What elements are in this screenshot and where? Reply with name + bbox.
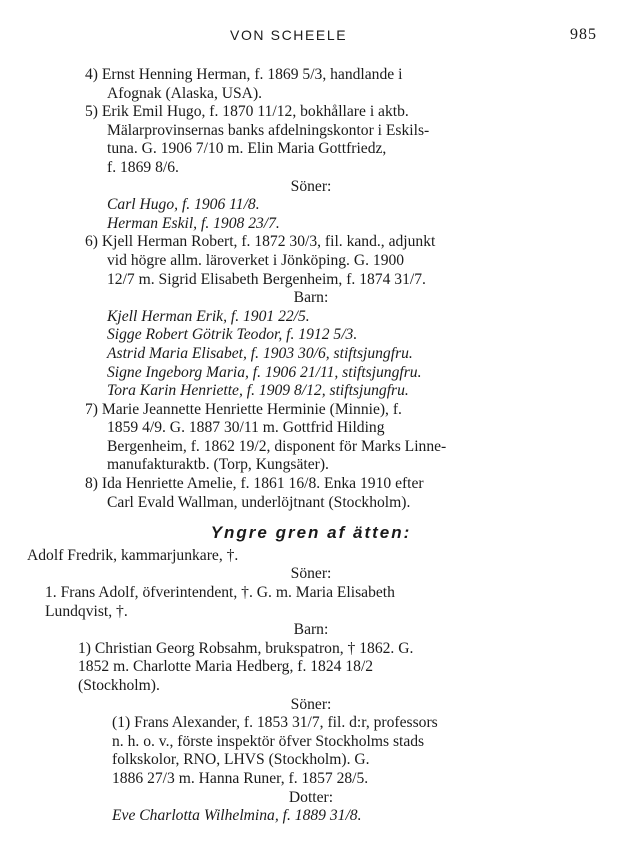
entry-8-line-1: 8) Ida Henriette Amelie, f. 1861 16/8. Enka 1910 efter (85, 475, 424, 493)
christian-line-1: 1) Christian Georg Robsahm, brukspatron, † 1862. G. (78, 639, 414, 657)
running-head: VON SCHEELE (230, 27, 348, 43)
frans-adolf-line-2: Lundqvist, †. (45, 602, 128, 620)
entry-4-line-1: 4) Ernst Henning Herman, f. 1869 5/3, handlande i (85, 66, 403, 83)
entry-5-line-4: f. 1869 8/6. (107, 158, 179, 176)
frans-alexander-line-3: folkskolor, RNO, LHVS (Stockholm). G. (112, 751, 370, 769)
entry-5-line-1: 5) Erik Emil Hugo, f. 1870 11/12, bokhållare i aktb. (85, 103, 409, 121)
page-body (0, 66, 622, 826)
children-heading-2: Barn: (293, 621, 329, 639)
section-heading: Yngre gren af ätten: (210, 523, 412, 543)
child-tora: Tora Karin Henriette, f. 1909 8/12, stiftsjungfru. (107, 382, 409, 400)
entry-8-line-2: Carl Evald Wallman, underlöjtnant (Stockholm). (107, 493, 411, 511)
frans-adolf-line-1: 1. Frans Adolf, öfverintendent, †. G. m. Maria Elisabeth (45, 584, 395, 602)
child-sigge: Sigge Robert Götrik Teodor, f. 1912 5/3. (107, 326, 358, 344)
daughter-heading: Dotter: (288, 788, 334, 806)
frans-alexander-line-2: n. h. o. v., förste inspektör öfver Stockholms stads (112, 732, 425, 750)
entry-7-line-1: 7) Marie Jeannette Henriette Herminie (Minnie), f. (85, 400, 402, 418)
entry-6-line-3: 12/7 m. Sigrid Elisabeth Bergenheim, f. 1874 31/7. (107, 270, 426, 288)
christian-line-3: (Stockholm). (78, 677, 160, 694)
frans-alexander-line-1: (1) Frans Alexander, f. 1853 31/7, fil. d:r, professors (112, 714, 438, 732)
child-signe: Signe Ingeborg Maria, f. 1906 21/11, stiftsjungfru. (107, 363, 422, 381)
child-eve: Eve Charlotta Wilhelmina, f. 1889 31/8. (112, 807, 362, 825)
child-herman: Herman Eskil, f. 1908 23/7. (107, 214, 280, 232)
sons-heading-2: Söner: (290, 565, 332, 583)
children-heading: Barn: (293, 289, 329, 307)
page-number: 985 (570, 26, 597, 43)
entry-4-line-2: Afognak (Alaska, USA). (107, 84, 263, 102)
patriarch-adolf: Adolf Fredrik, kammarjunkare, †. (27, 546, 239, 564)
entry-5-line-2: Mälarprovinsernas banks afdelningskontor i Eskils- (107, 121, 430, 139)
entry-6-line-1: 6) Kjell Herman Robert, f. 1872 30/3, fil. kand., adjunkt (85, 233, 436, 251)
child-carl: Carl Hugo, f. 1906 11/8. (107, 196, 260, 214)
christian-line-2: 1852 m. Charlotte Maria Hedberg, f. 1824 18/2 (78, 658, 374, 676)
entry-7-line-4: manufakturaktb. (Torp, Kungsäter). (107, 456, 329, 474)
sons-heading-3: Söner: (290, 695, 332, 713)
entry-6-line-2: vid högre allm. läroverket i Jönköping. G. 1900 (107, 251, 405, 269)
entry-5-line-3: tuna. G. 1906 7/10 m. Elin Maria Gottfriedz, (107, 140, 387, 158)
frans-alexander-line-4: 1886 27/3 m. Hanna Runer, f. 1857 28/5. (112, 769, 369, 787)
sons-heading: Söner: (290, 177, 332, 195)
entry-7-line-3: Bergenheim, f. 1862 19/2, disponent för Marks Linne- (107, 437, 447, 455)
page-header (0, 26, 622, 48)
entry-7-line-2: 1859 4/9. G. 1887 30/11 m. Gottfrid Hilding (107, 419, 385, 437)
child-astrid: Astrid Maria Elisabet, f. 1903 30/6, stiftsjungfru. (107, 344, 413, 362)
child-kjell: Kjell Herman Erik, f. 1901 22/5. (107, 307, 310, 325)
